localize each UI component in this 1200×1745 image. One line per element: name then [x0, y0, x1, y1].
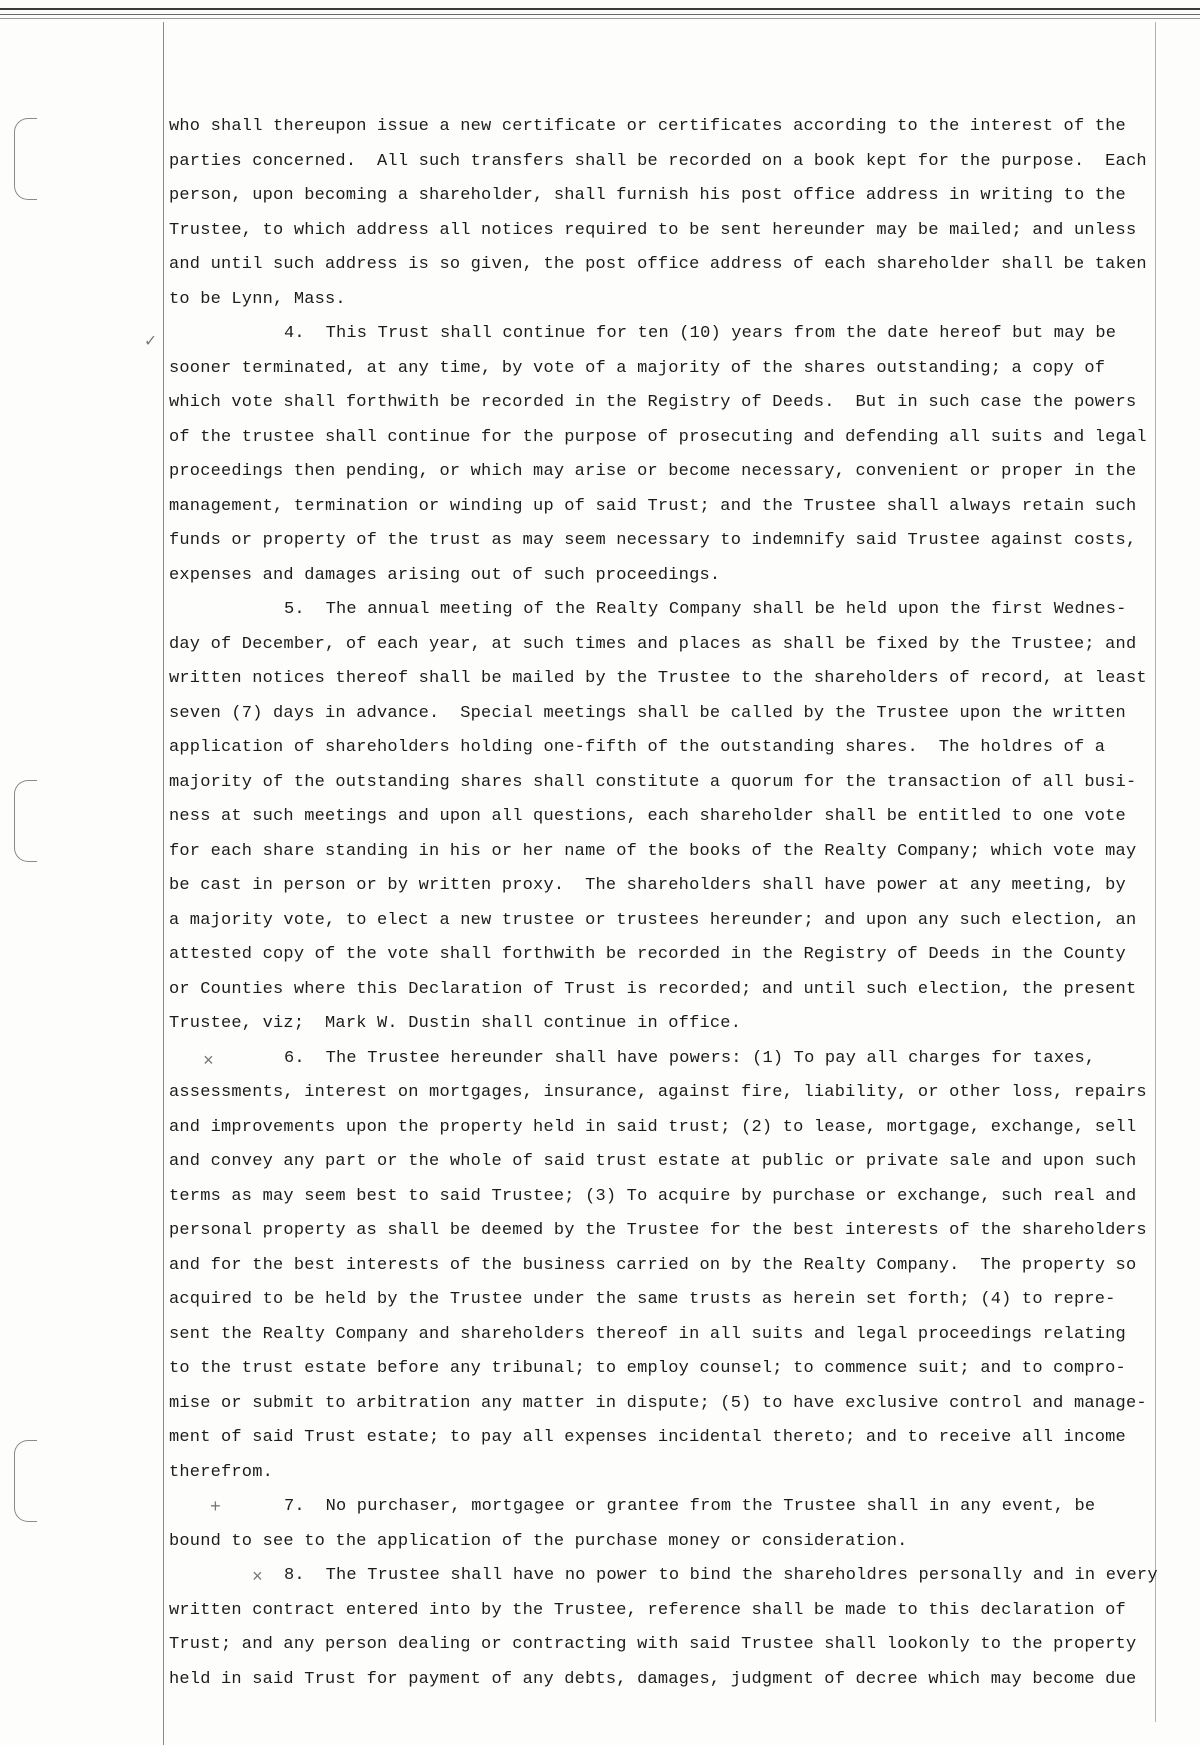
- text-line: who shall thereupon issue a new certificate or certificates according to the interest of the: [169, 117, 1126, 136]
- binder-hole-mark: [14, 780, 37, 862]
- text-line: application of shareholders holding one-fifth of the outstanding shares. The holdres of a: [169, 738, 1106, 757]
- text-line: and for the best interests of the business carried on by the Realty Company. The property so: [169, 1255, 1137, 1275]
- text-line: 6. The Trustee hereunder shall have powers: (1) To pay all charges for taxes,: [284, 1048, 1096, 1068]
- binder-hole-mark: [14, 118, 37, 200]
- text-line: written notices thereof shall be mailed by the Trustee to the shareholders of record, at least: [169, 669, 1147, 688]
- text-line: expenses and damages arising out of such proceedings.: [169, 565, 721, 585]
- top-border-rule: [0, 8, 1200, 10]
- pencil-tick-mark: ✓: [145, 332, 156, 352]
- text-line: or Counties where this Declaration of Trust is recorded; and until such election, the present: [169, 979, 1137, 999]
- binder-hole-mark: [14, 1440, 37, 1522]
- text-line: and convey any part or the whole of said trust estate at public or private sale and upon such: [169, 1152, 1137, 1171]
- text-line: for each share standing in his or her name of the books of the Realty Company; which vote may: [169, 841, 1137, 861]
- text-line: sooner terminated, at any time, by vote of a majority of the shares outstanding; a copy of: [169, 358, 1106, 378]
- text-line: ment of said Trust estate; to pay all expenses incidental thereto; and to receive all income: [169, 1428, 1126, 1447]
- text-line: management, termination or winding up of said Trust; and the Trustee shall always retain such: [169, 496, 1137, 516]
- text-line: proceedings then pending, or which may arise or become necessary, convenient or proper in the: [169, 462, 1137, 481]
- top-border-rule: [0, 14, 1200, 15]
- text-line: 5. The annual meeting of the Realty Company shall be held upon the first Wednes-: [284, 600, 1127, 619]
- text-line: attested copy of the vote shall forthwith be recorded in the Registry of Deeds in the County: [169, 945, 1126, 964]
- text-line: and until such address is so given, the post office address of each shareholder shall be taken: [169, 255, 1147, 274]
- text-line: Trustee, viz; Mark W. Dustin shall continue in office.: [169, 1014, 742, 1033]
- pencil-plus-mark: +: [210, 1498, 221, 1518]
- text-line: and improvements upon the property held in said trust; (2) to lease, mortgage, exchange, sell: [169, 1117, 1137, 1137]
- text-line: 8. The Trustee shall have no power to bind the shareholdres personally and in every: [284, 1566, 1158, 1585]
- text-line: 4. This Trust shall continue for ten (10) years from the date hereof but may be: [284, 324, 1117, 343]
- text-line: held in said Trust for payment of any debts, damages, judgment of decree which may become due: [169, 1669, 1137, 1689]
- text-line: seven (7) days in advance. Special meetings shall be called by the Trustee upon the written: [169, 703, 1126, 723]
- text-line: 7. No purchaser, mortgagee or grantee from the Trustee shall in any event, be: [284, 1497, 1096, 1516]
- pencil-x-mark: ×: [203, 1052, 214, 1072]
- text-line: terms as may seem best to said Trustee; (3) To acquire by purchase or exchange, such real and: [169, 1186, 1137, 1206]
- text-line: personal property as shall be deemed by the Trustee for the best interests of the shareholders: [169, 1221, 1147, 1240]
- text-line: Trustee, to which address all notices required to be sent hereunder may be mailed; and unless: [169, 220, 1137, 240]
- text-line: sent the Realty Company and shareholders thereof in all suits and legal proceedings relating: [169, 1324, 1126, 1344]
- text-line: which vote shall forthwith be recorded in the Registry of Deeds. But in such case the powers: [169, 393, 1137, 412]
- text-line: bound to see to the application of the purchase money or consideration.: [169, 1531, 908, 1551]
- text-line: day of December, of each year, at such times and places as shall be fixed by the Trustee; and: [169, 634, 1137, 654]
- text-line: therefrom.: [169, 1462, 274, 1482]
- top-border-rule: [0, 18, 1200, 19]
- text-line: person, upon becoming a shareholder, shall furnish his post office address in writing to the: [169, 186, 1126, 205]
- text-line: to be Lynn, Mass.: [169, 289, 346, 309]
- text-line: to the trust estate before any tribunal; to employ counsel; to commence suit; and to compro-: [169, 1359, 1126, 1378]
- text-line: written contract entered into by the Trustee, reference shall be made to this declaration of: [169, 1600, 1126, 1620]
- text-line: assessments, interest on mortgages, insurance, against fire, liability, or other loss, repairs: [169, 1083, 1147, 1102]
- text-line: majority of the outstanding shares shall constitute a quorum for the transaction of all busi-: [169, 772, 1137, 792]
- text-line: of the trustee shall continue for the purpose of prosecuting and defending all suits and legal: [169, 427, 1147, 447]
- text-line: ness at such meetings and upon all questions, each shareholder shall be entitled to one vote: [169, 807, 1126, 826]
- left-margin-line: [163, 22, 164, 1745]
- text-line: be cast in person or by written proxy. The shareholders shall have power at any meeting, by: [169, 876, 1126, 895]
- text-line: acquired to be held by the Trustee under the same trusts as herein set forth; (4) to repre-: [169, 1290, 1116, 1309]
- text-line: Trust; and any person dealing or contracting with said Trustee shall lookonly to the property: [169, 1635, 1137, 1654]
- text-line: mise or submit to arbitration any matter in dispute; (5) to have exclusive control and manage-: [169, 1393, 1147, 1413]
- document-body-text: [169, 110, 1159, 1697]
- text-line: a majority vote, to elect a new trustee or trustees hereunder; and upon any such election, an: [169, 910, 1137, 930]
- text-line: parties concerned. All such transfers shall be recorded on a book kept for the purpose. Each: [169, 151, 1147, 171]
- text-line: funds or property of the trust as may seem necessary to indemnify said Trustee against costs,: [169, 531, 1137, 550]
- pencil-x-mark: ×: [252, 1568, 263, 1588]
